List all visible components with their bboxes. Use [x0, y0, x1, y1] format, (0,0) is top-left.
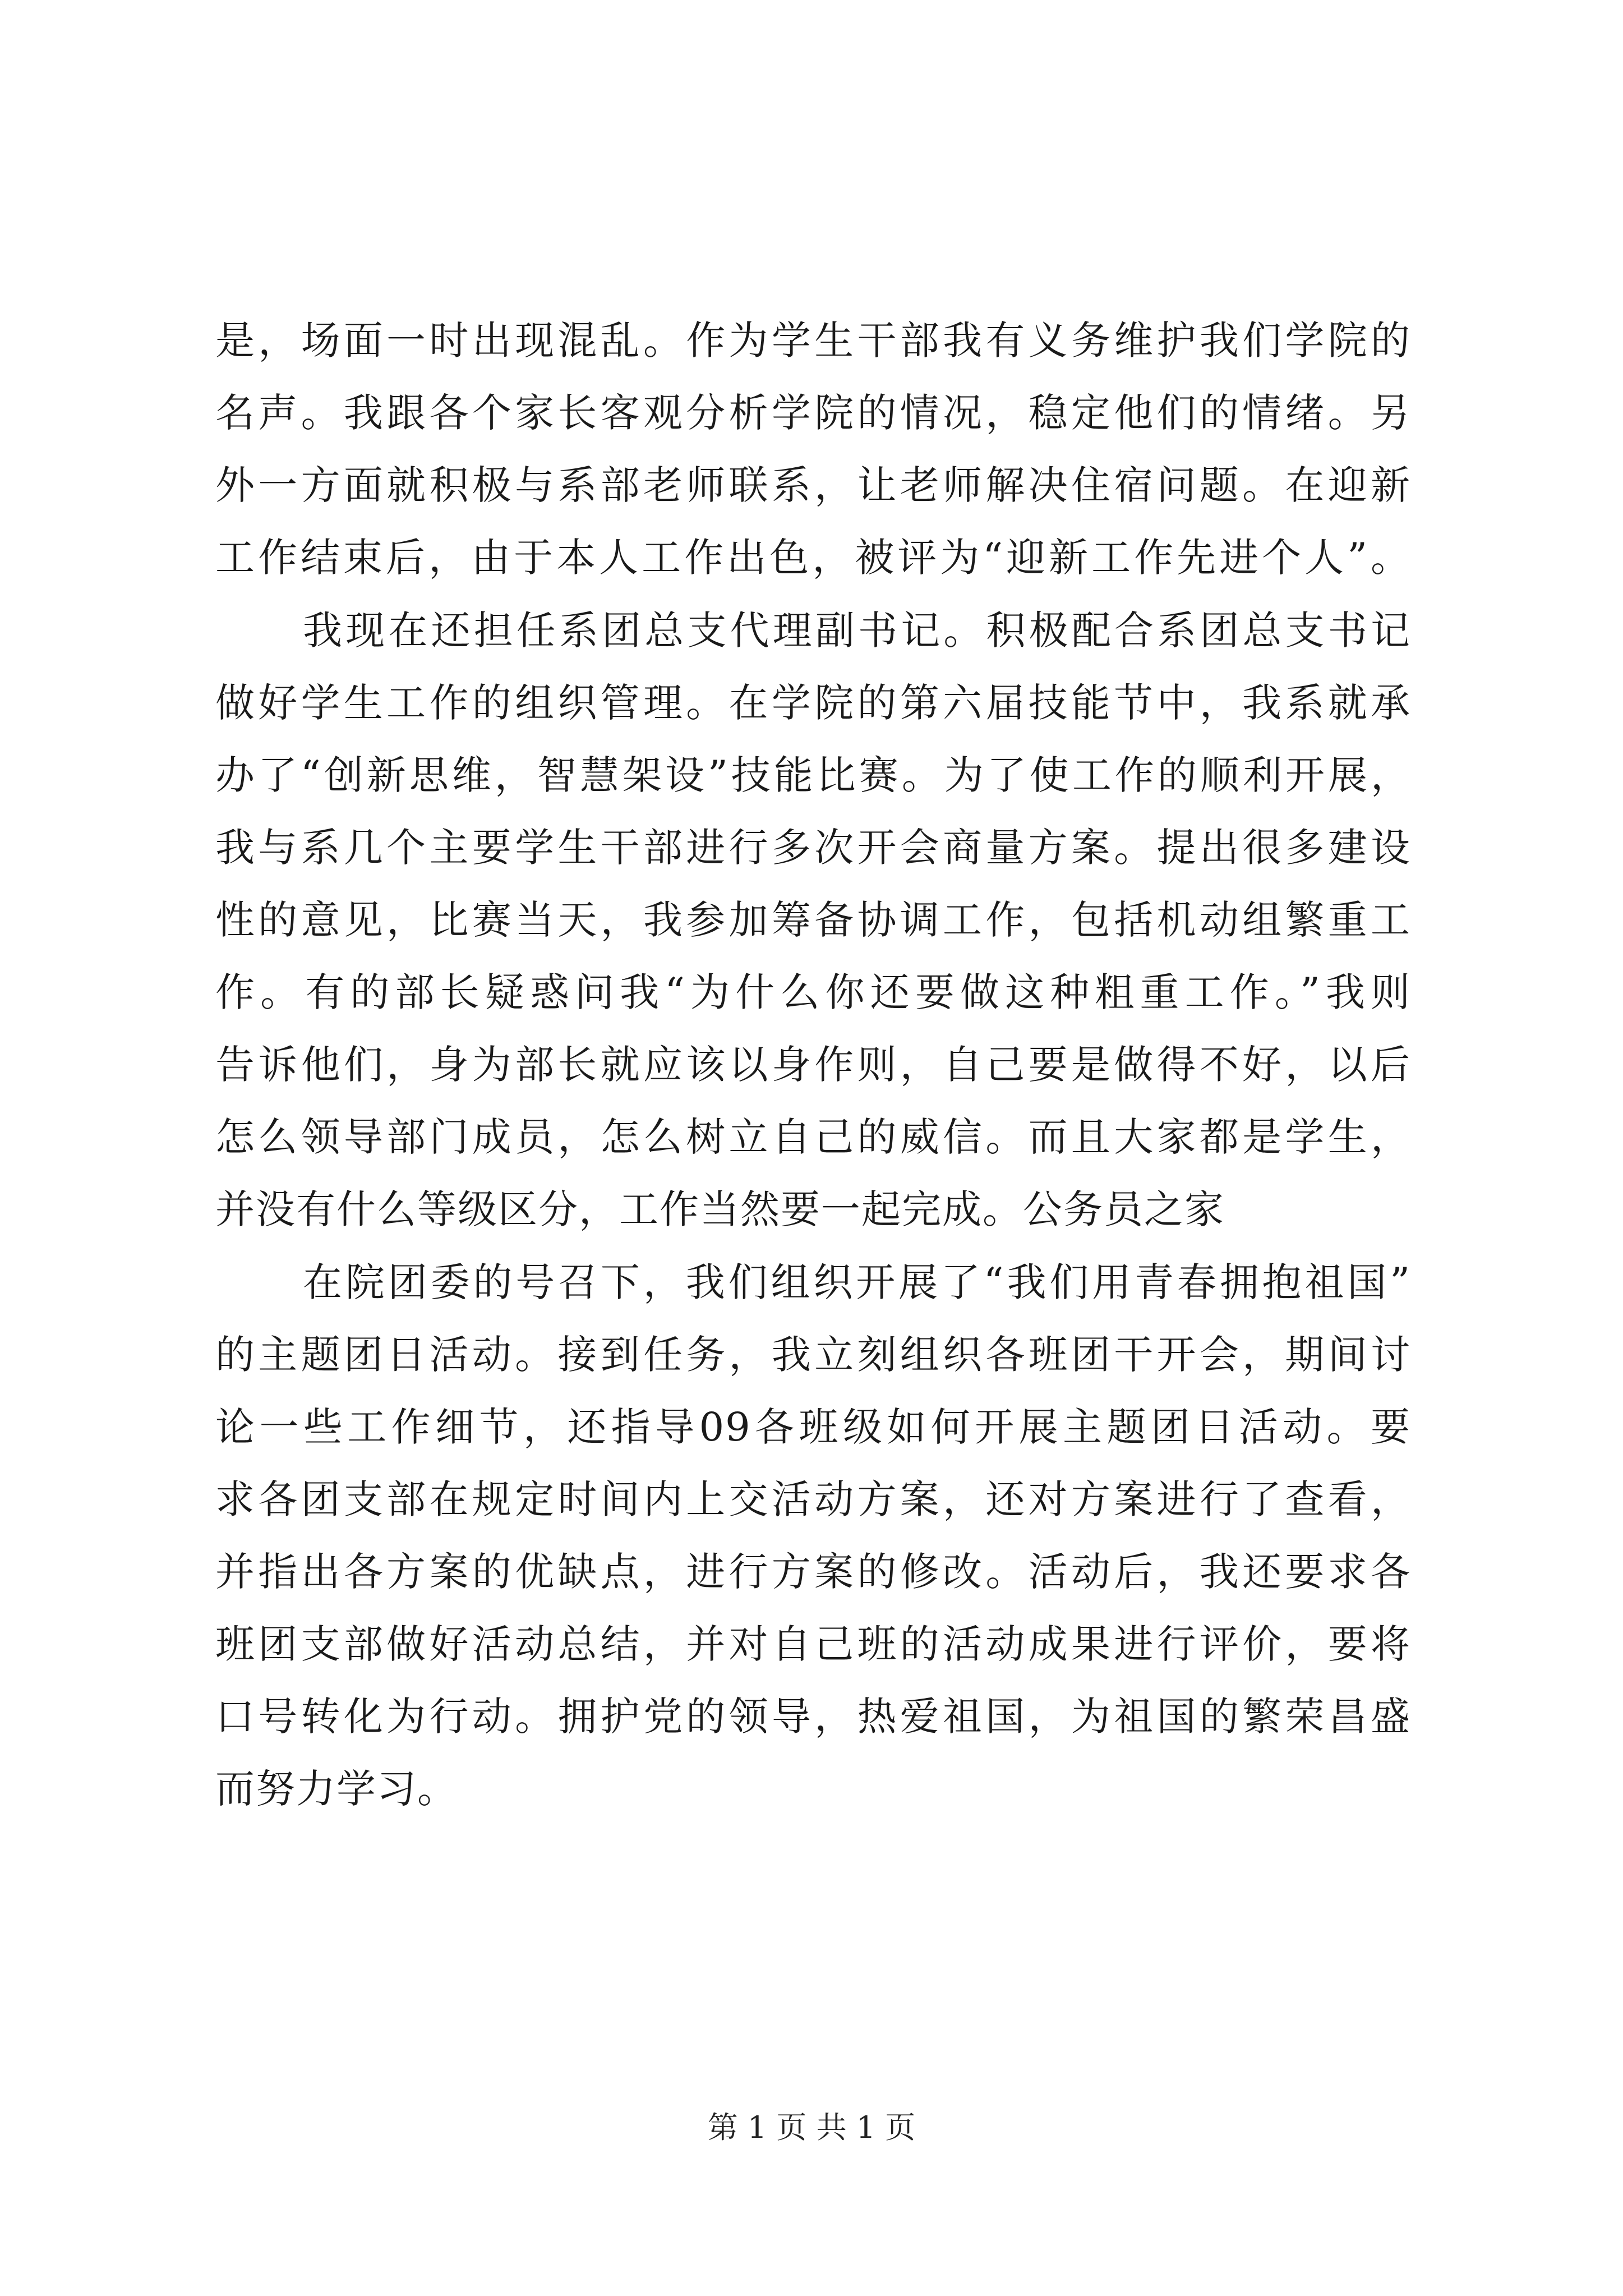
- text-line: 是，场面一时出现混乱。作为学生干部我有义务维护我们学院的: [215, 318, 1411, 364]
- text-line: 班团支部做好活动总结，并对自己班的活动成果进行评价，要将: [215, 1621, 1411, 1667]
- text-line: 做好学生工作的组织管理。在学院的第六届技能节中，我系就承: [215, 680, 1411, 726]
- text-line: 告诉他们，身为部长就应该以身作则，自己要是做得不好，以后: [215, 1042, 1411, 1088]
- text-line: 论一些工作细节，还指导09各班级如何开展主题团日活动。要: [215, 1404, 1411, 1450]
- page-number-footer: 第 1 页 共 1 页: [707, 2110, 916, 2145]
- text-line: 性的意见，比赛当天，我参加筹备协调工作，包括机动组繁重工: [215, 897, 1411, 943]
- text-line: 口号转化为行动。拥护党的领导，热爱祖国，为祖国的繁荣昌盛: [215, 1694, 1411, 1740]
- text-line: 怎么领导部门成员，怎么树立自己的威信。而且大家都是学生，: [215, 1114, 1411, 1160]
- paragraph-first-line: 在院团委的号召下，我们组织开展了“我们用青春拥抱祖国”: [303, 1259, 1411, 1305]
- text-line: 并指出各方案的优缺点，进行方案的修改。活动后，我还要求各: [215, 1549, 1411, 1595]
- text-line: 并没有什么等级区分，工作当然要一起完成。公务员之家: [215, 1186, 1225, 1232]
- text-line: 外一方面就积极与系部老师联系，让老师解决住宿问题。在迎新: [215, 462, 1411, 508]
- paragraph-first-line: 我现在还担任系团总支代理副书记。积极配合系团总支书记: [303, 608, 1411, 654]
- text-line: 作。有的部长疑惑问我“为什么你还要做这种粗重工作。”我则: [215, 969, 1411, 1015]
- text-line: 的主题团日活动。接到任务，我立刻组织各班团干开会，期间讨: [215, 1332, 1411, 1378]
- text-line: 名声。我跟各个家长客观分析学院的情况，稳定他们的情绪。另: [215, 390, 1411, 436]
- text-line: 而努力学习。: [215, 1766, 458, 1812]
- text-line: 工作结束后，由于本人工作出色，被评为“迎新工作先进个人”。: [215, 535, 1411, 581]
- text-line: 办了“创新思维，智慧架设”技能比赛。为了使工作的顺利开展，: [215, 752, 1411, 798]
- text-line: 我与系几个主要学生干部进行多次开会商量方案。提出很多建设: [215, 825, 1411, 871]
- text-line: 求各团支部在规定时间内上交活动方案，还对方案进行了查看，: [215, 1476, 1411, 1522]
